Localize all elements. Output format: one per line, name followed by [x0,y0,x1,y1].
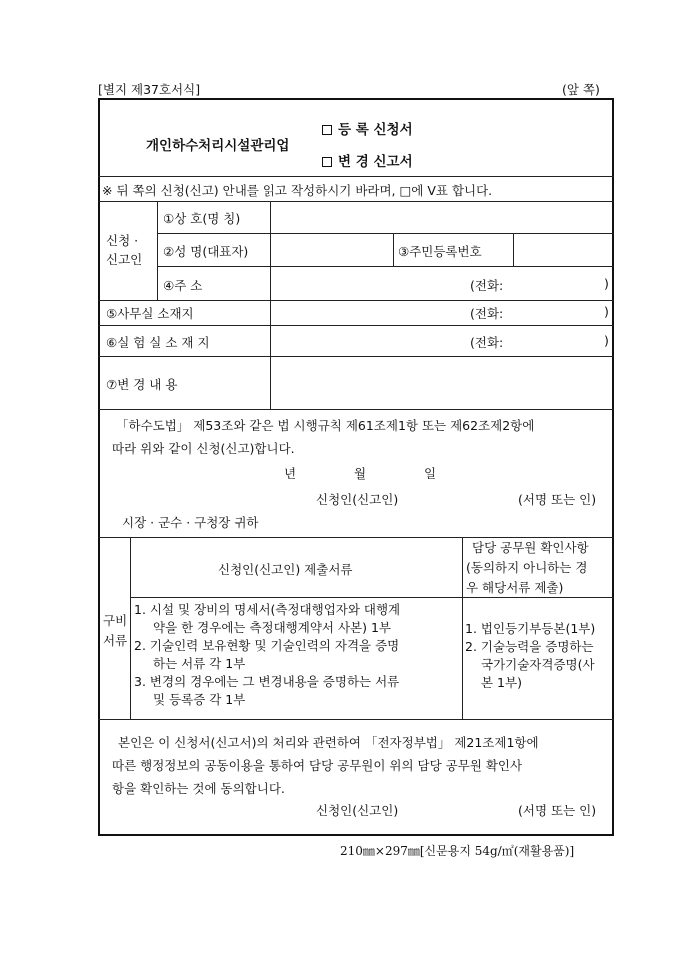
consent-line-2: 따른 행정정보의 공동이용을 통하여 담당 공무원이 위의 담당 공무원 확인사 [112,758,523,773]
page-side-label: (앞 쪽) [562,82,600,97]
address-label: ④주 소 [163,278,203,293]
office-phone-close: ) [604,304,609,319]
docs-side-label-2: 서류 [103,633,128,648]
business-name-label: ①상 호(명 칭) [163,211,241,226]
date-day: 일 [424,466,437,481]
consent-line-3: 항을 확인하는 것에 동의합니다. [112,781,285,796]
paper-spec: 210㎜×297㎜[신문용지 54g/㎡(재활용품)] [340,844,575,858]
applicant-section-label-2: 신고인 [106,252,143,267]
address-phone-close: ) [604,276,609,291]
lab-location-label: ⑥실 험 실 소 재 지 [106,335,210,350]
title-option-register[interactable]: 등 록 신청서 [322,118,413,138]
declaration-line-2: 따라 위와 같이 신청(신고)합니다. [112,441,295,456]
office-location-label: ⑤사무실 소재지 [106,306,194,321]
title-option-change[interactable]: 변 경 신고서 [322,150,413,170]
rrn-field[interactable] [515,235,612,264]
form-title: 개인하수처리시설관리업 [146,138,290,154]
address-phone-label: (전화: [470,278,504,293]
check-docs-header-1: 담당 공무원 확인사항 [472,540,589,555]
consent-line-1: 본인은 이 신청서(신고서)의 처리와 관련하여 「전자정부법」 제21조제1항에 [118,735,539,750]
form-number: [별지 제37호서식] [98,82,201,97]
submit-docs-header: 신청인(신고인) 제출서류 [218,562,353,577]
declaration-line-1: 「하수도법」 제53조와 같은 법 시행규칙 제61조제1항 또는 제62조제2항에 [116,418,535,433]
consent-signature-hint: (서명 또는 인) [518,803,597,818]
consent-applicant-label: 신청인(신고인) [316,803,399,818]
change-content-label: ⑦변 경 내 용 [106,377,178,392]
submit-item: 1. 시설 및 장비의 명세서(측정대행업자와 대행계 약을 한 경우에는 측정대행계약서 사본) 1부 2. 기술인력 보유현황 및 기술인력의 자격을 증명 하는 서류 각 1부 3. 변경의 경우에는 그 변경내용을 증명하는 서류 및 등록증 각 1부 [134,602,401,707]
change-content-field[interactable] [272,358,612,407]
date-year: 년 [284,466,297,481]
representative-field[interactable] [272,235,391,264]
office-phone-label: (전화: [470,306,504,321]
lab-phone-label: (전화: [470,335,504,350]
check-docs-header-3: 우 해당서류 제출) [466,580,564,595]
docs-side-label-1: 구비 [103,613,128,628]
applicant-section-label-1: 신청 · [106,233,139,248]
representative-label: ②성 명(대표자) [163,244,249,259]
applicant-signature-label: 신청인(신고인) [316,492,399,507]
check-item: 1. 법인등기부등본(1부) 2. 기술능력을 증명하는 국가기술자격증명(사 본 1부) [465,621,596,690]
lab-phone-close: ) [604,333,609,348]
rrn-label: ③주민등록번호 [398,244,482,259]
change-checkbox[interactable] [322,157,332,167]
notice-text: ※ 뒤 쪽의 신청(신고) 안내를 읽고 작성하시기 바라며, □에 V표 합니다. [102,183,493,198]
check-docs-header-2: (동의하지 아니하는 경 [466,560,588,575]
business-name-field[interactable] [272,203,612,231]
register-checkbox[interactable] [322,125,332,135]
date-month: 월 [354,466,367,481]
signature-hint: (서명 또는 인) [518,492,597,507]
recipient: 시장 · 군수 · 구청장 귀하 [122,515,259,530]
